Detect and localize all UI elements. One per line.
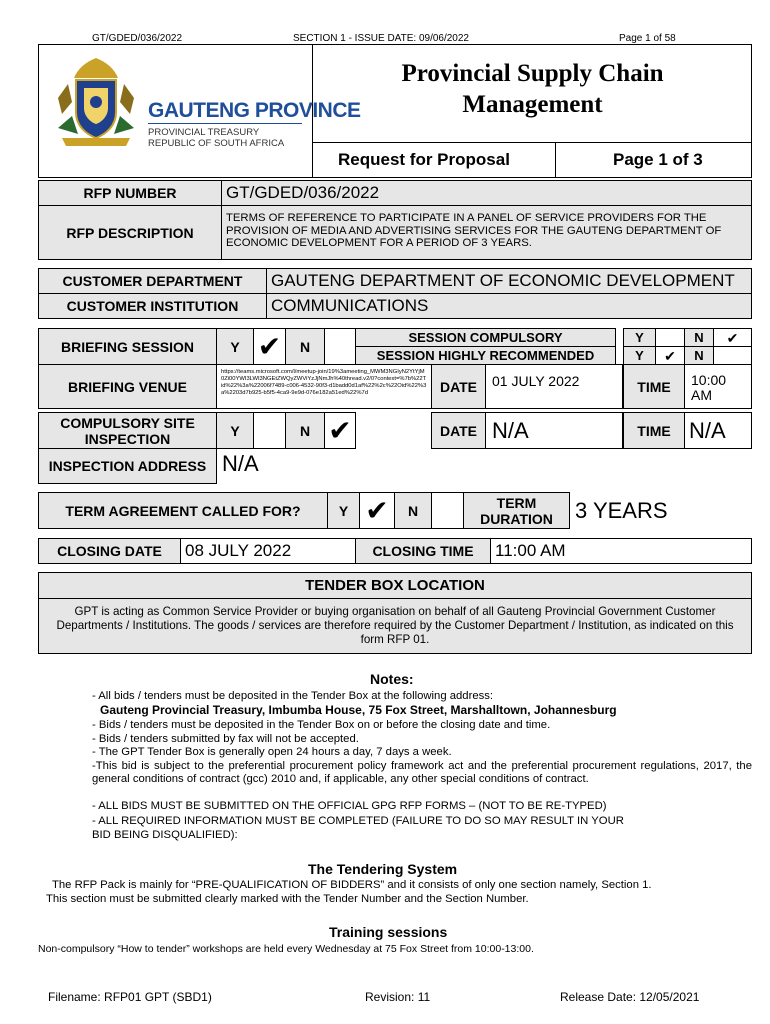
briefing-no-checkbox[interactable] xyxy=(324,328,356,365)
briefing-venue-label: BRIEFING VENUE xyxy=(38,364,217,409)
compulsory-yes-checkbox[interactable] xyxy=(655,328,685,347)
tender-box-title: TENDER BOX LOCATION xyxy=(38,572,752,599)
logo-line2: REPUBLIC OF SOUTH AFRICA xyxy=(148,138,285,149)
term-duration-label: TERM DURATION xyxy=(463,492,570,529)
footer-release-date: Release Date: 12/05/2021 xyxy=(560,990,700,1004)
term-no-checkbox[interactable] xyxy=(431,492,464,529)
site-date-value: N/A xyxy=(485,412,623,449)
site-date-label: DATE xyxy=(431,412,486,449)
briefing-session-label: BRIEFING SESSION xyxy=(38,328,217,365)
coat-of-arms-logo xyxy=(48,54,144,154)
training-title: Training sessions xyxy=(329,924,448,940)
footer-revision: Revision: 11 xyxy=(365,990,431,1004)
inspection-address-value: N/A xyxy=(222,451,259,476)
briefing-venue-link[interactable]: https://teams.microsoft.com/l/meetup-join/19%3ameeting_MWM3NGIyN2YtYjM0Zi00YWI3LWI3NGEtZWQyZWViYzJjNmJh%40thread.v2/0?context=%7b%22Tid%22%3a%22006f7489-c006-4532-90f3-d1badd0d1af%22%2c%22Oid%22%3a%2203d7b925-b5f5-4ca9-9e9d-076e182a51ed%22%7d xyxy=(216,364,432,409)
note-line-1: - All bids / tenders must be deposited in the Tender Box at the following address: xyxy=(92,690,494,702)
tendering-line-1: The RFP Pack is mainly for “PRE-QUALIFICATION OF BIDDERS” and it consists of only one section namely, Section 1. xyxy=(52,879,652,891)
recommended-no-checkbox[interactable] xyxy=(713,346,752,365)
request-label: Request for Proposal xyxy=(338,150,510,169)
request-page: Page 1 of 3 xyxy=(613,150,703,169)
term-agreement-label: TERM AGREEMENT CALLED FOR? xyxy=(38,492,328,529)
site-time-label: TIME xyxy=(623,412,685,449)
rfp-number-label: RFP NUMBER xyxy=(38,180,222,206)
closing-date-label: CLOSING DATE xyxy=(38,538,181,564)
briefing-yes-checkbox[interactable]: ✔ xyxy=(253,328,286,365)
notes-title: Notes: xyxy=(370,671,414,687)
customer-department-value: GAUTENG DEPARTMENT OF ECONOMIC DEVELOPMENT xyxy=(266,268,752,294)
site-inspection-label: COMPULSORY SITE INSPECTION xyxy=(38,412,217,449)
header-section: SECTION 1 - ISSUE DATE: 09/06/2022 xyxy=(293,33,469,44)
compulsory-n-label: N xyxy=(684,328,714,347)
inspection-address-label: INSPECTION ADDRESS xyxy=(38,448,217,484)
training-text: Non-compulsory “How to tender” workshops are held every Wednesday at 75 Fox Street from 10:00-13:00. xyxy=(38,943,534,955)
briefing-n-label: N xyxy=(285,328,325,365)
recommended-yes-checkbox[interactable]: ✔ xyxy=(655,346,685,365)
briefing-time-label: TIME xyxy=(623,364,685,409)
closing-date-value: 08 JULY 2022 xyxy=(180,538,356,564)
term-y-label: Y xyxy=(327,492,360,529)
logo-line1: PROVINCIAL TREASURY xyxy=(148,127,260,138)
term-yes-checkbox[interactable]: ✔ xyxy=(359,492,395,529)
rfp-number-value: GT/GDED/036/2022 xyxy=(221,180,752,206)
note-address: Gauteng Provincial Treasury, Imbumba House, 75 Fox Street, Marshalltown, Johannesburg xyxy=(100,703,617,717)
site-n-label: N xyxy=(285,412,325,449)
header-ref: GT/GDED/036/2022 xyxy=(92,33,183,44)
term-duration-value: 3 YEARS xyxy=(575,498,668,523)
note-line-3: - Bids / tenders submitted by fax will not be accepted. xyxy=(92,733,359,745)
site-no-checkbox[interactable]: ✔ xyxy=(324,412,356,449)
note-line-6: - ALL BIDS MUST BE SUBMITTED ON THE OFFICIAL GPG RFP FORMS – (NOT TO BE RE-TYPED) xyxy=(92,800,607,812)
tendering-line-2: This section must be submitted clearly marked with the Tender Number and the Section Number. xyxy=(46,893,529,905)
recommended-n-label: N xyxy=(684,346,714,365)
site-y-label: Y xyxy=(216,412,254,449)
compulsory-y-label: Y xyxy=(623,328,656,347)
header-page: Page 1 of 58 xyxy=(619,33,676,44)
compulsory-no-checkbox[interactable]: ✔ xyxy=(713,328,752,347)
note-line-7b: BID BEING DISQUALIFIED): xyxy=(92,829,238,841)
footer-filename: Filename: RFP01 GPT (SBD1) xyxy=(48,990,212,1004)
note-line-4: - The GPT Tender Box is generally open 24 hours a day, 7 days a week. xyxy=(92,746,452,758)
session-compulsory-label: SESSION COMPULSORY xyxy=(355,328,616,347)
closing-time-value: 11:00 AM xyxy=(490,538,752,564)
note-line-5: -This bid is subject to the preferential procurement policy framework act and the preferential procurement regulations, 2017, the general conditions of contract (gcc) 2010 and, if applicable, any other special conditions of contract. xyxy=(92,760,752,785)
tender-box-text: GPT is acting as Common Service Provider or buying organisation on behalf of all Gauteng Provincial Government Customer Departments / Institutions. The goods / services are therefore required by the Customer Department / Institution, as indicated on this form RFP 01. xyxy=(38,598,752,654)
customer-institution-value: COMMUNICATIONS xyxy=(266,293,752,319)
rfp-description-value: TERMS OF REFERENCE TO PARTICIPATE IN A PANEL OF SERVICE PROVIDERS FOR THE PROVISION OF MEDIA AND ADVERTISING SERVICES FOR THE GAUTENG DEPARTMENT OF ECONOMIC DEVELOPMENT FOR A PERIOD OF 3 YEARS. xyxy=(221,205,752,260)
briefing-time-value: 10:00 AM xyxy=(684,364,752,409)
customer-department-label: CUSTOMER DEPARTMENT xyxy=(38,268,267,294)
rfp-description-label: RFP DESCRIPTION xyxy=(38,205,222,260)
site-time-value: N/A xyxy=(684,412,752,449)
site-yes-checkbox[interactable] xyxy=(253,412,286,449)
tendering-title: The Tendering System xyxy=(308,861,458,877)
recommended-y-label: Y xyxy=(623,346,656,365)
session-recommended-label: SESSION HIGHLY RECOMMENDED xyxy=(355,346,616,365)
term-n-label: N xyxy=(394,492,432,529)
note-line-7a: - ALL REQUIRED INFORMATION MUST BE COMPLETED (FAILURE TO DO SO MAY RESULT IN YOUR xyxy=(92,815,624,827)
briefing-date-label: DATE xyxy=(431,364,486,409)
customer-institution-label: CUSTOMER INSTITUTION xyxy=(38,293,267,319)
logo-name: GAUTENG PROVINCE xyxy=(148,99,361,122)
briefing-y-label: Y xyxy=(216,328,254,365)
closing-time-label: CLOSING TIME xyxy=(355,538,491,564)
page-title: Provincial Supply Chain Management xyxy=(401,60,664,118)
note-line-2: - Bids / tenders must be deposited in the Tender Box on or before the closing date and time. xyxy=(92,719,551,731)
briefing-date-value: 01 JULY 2022 xyxy=(485,364,623,409)
